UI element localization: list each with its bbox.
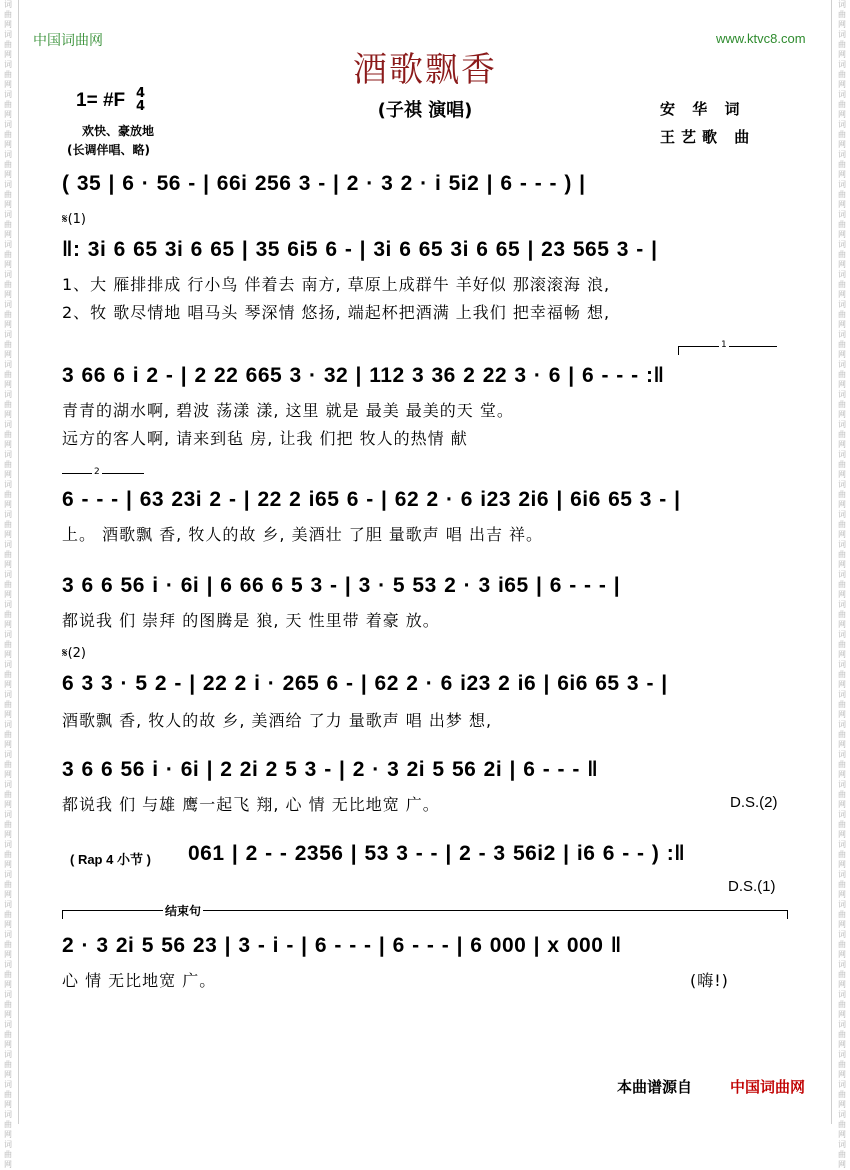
score-line-3: 3 66 6 i 2 - | 2 22 665 3 · 32 | 112 3 36 2 22 3 · 6 | 6 - - - :‖: [62, 364, 665, 387]
lyric-line-3b: 远方的客人啊, 请来到毡 房, 让我 们把 牧人的热情 献: [62, 429, 468, 448]
score-line-9: 2 · 3 2i 5 56 23 | 3 - i - | 6 - - - | 6 - - - | 6 000 | x 000 ‖: [62, 934, 622, 957]
volta-label-2: 2: [94, 467, 100, 477]
key-signature: 1= #F: [76, 90, 126, 111]
tempo-marking: 欢快、豪放地: [82, 124, 155, 138]
site-name-top-left: 中国词曲网: [33, 33, 103, 49]
footer-site-link[interactable]: 中国词曲网: [730, 1078, 806, 1096]
left-border-line: [18, 0, 19, 1124]
segno-mark-1: 𝄋(1): [62, 212, 87, 227]
lyric-line-2b: 2、牧 歌尽情地 唱马头 琴深情 悠扬, 端起杯把酒满 上我们 把幸福畅 想,: [62, 303, 611, 322]
time-signature: [136, 87, 145, 113]
dal-segno-2: D.S.(2): [730, 794, 778, 811]
lyric-line-4: 上。 酒歌飘 香, 牧人的故 乡, 美酒壮 了胆 量歌声 唱 出吉 祥。: [62, 525, 544, 544]
left-watermark: 词曲网词曲网词曲网词曲网词曲网词曲网词曲网词曲网词曲网词曲网词曲网词曲网词曲网词曲网词曲网词曲网词曲网词曲网词曲网词曲网词曲网词曲网词曲网词曲网词曲网词曲网词曲网词曲网词曲网词曲网词曲网词曲网词曲网词曲网词曲网词曲网词曲网词曲网词曲网: [4, 0, 12, 1169]
score-line-6: 6 3 3 · 5 2 - | 22 2 i · 265 6 - | 62 2 · 6 i23 2 i6 | 6i6 65 3 - |: [62, 672, 668, 695]
lyric-line-5: 都说我 们 崇拜 的图腾是 狼, 天 性里带 着豪 放。: [62, 611, 440, 630]
volta-label-1: 1: [721, 340, 727, 350]
ending-label: 结束句: [165, 904, 202, 918]
right-border-line: [831, 0, 832, 1124]
segno-mark-2: 𝄋(2): [62, 646, 87, 661]
footer-source-label: 本曲谱源自: [617, 1078, 693, 1096]
accompaniment-note: (长调伴唱、略): [67, 143, 150, 157]
score-line-2: ‖: 3i 6 65 3i 6 65 | 35 6i5 6 - | 3i 6 65 3i 6 65 | 23 565 3 - |: [62, 238, 658, 261]
singer-credit: (子祺 演唱): [377, 100, 473, 121]
volta-bracket-1: [678, 340, 777, 355]
right-watermark: 词曲网词曲网词曲网词曲网词曲网词曲网词曲网词曲网词曲网词曲网词曲网词曲网词曲网词曲网词曲网词曲网词曲网词曲网词曲网词曲网词曲网词曲网词曲网词曲网词曲网词曲网词曲网词曲网词曲网词曲网词曲网词曲网词曲网词曲网词曲网词曲网词曲网词曲网词曲网: [838, 0, 846, 1169]
shout-lyric: (嗨!): [690, 971, 729, 990]
score-line-7: 3 6 6 56 i · 6i | 2 2i 2 5 3 - | 2 · 3 2i 5 56 2i | 6 - - - ‖: [62, 758, 599, 781]
lyricist-credit: 安 华 词: [660, 100, 746, 118]
score-line-4: 6 - - - | 63 23i 2 - | 22 2 i65 6 - | 62 2 · 6 i23 2i6 | 6i6 65 3 - |: [62, 488, 681, 511]
song-title: 酒歌飘香: [353, 50, 497, 90]
time-signature-top: 4: [136, 86, 146, 101]
ending-bracket: [62, 904, 788, 919]
volta-bracket-2: [62, 467, 144, 482]
lyric-line-2a: 1、大 雁排排成 行小鸟 伴着去 南方, 草原上成群牛 羊好似 那滚滚海 浪,: [62, 275, 611, 294]
lyric-line-3a: 青青的湖水啊, 碧波 荡漾 漾, 这里 就是 最美 最美的天 堂。: [62, 401, 514, 420]
lyric-line-9: 心 情 无比地宽 广。: [62, 971, 217, 990]
time-signature-bottom: 4: [136, 99, 146, 114]
score-line-8: 061 | 2 - - 2356 | 53 3 - - | 2 - 3 56i2 | i6 6 - - ) :‖: [188, 842, 686, 865]
score-line-intro: ( 35 | 6 · 56 - | 66i 256 3 - | 2 · 3 2 · i 5i2 | 6 - - - ) |: [62, 172, 586, 195]
score-line-5: 3 6 6 56 i · 6i | 6 66 6 5 3 - | 3 · 5 53 2 · 3 i65 | 6 - - - |: [62, 574, 621, 597]
lyric-line-7: 都说我 们 与雄 鹰一起飞 翔, 心 情 无比地宽 广。: [62, 795, 440, 814]
composer-credit: 王艺歌 曲: [660, 128, 756, 146]
rap-label: ( Rap 4 小节 ): [70, 852, 151, 867]
dal-segno-1: D.S.(1): [728, 878, 776, 895]
site-url-top-right: www.ktvc8.com: [716, 31, 806, 46]
lyric-line-6: 酒歌飘 香, 牧人的故 乡, 美酒给 了力 量歌声 唱 出梦 想,: [62, 711, 493, 730]
